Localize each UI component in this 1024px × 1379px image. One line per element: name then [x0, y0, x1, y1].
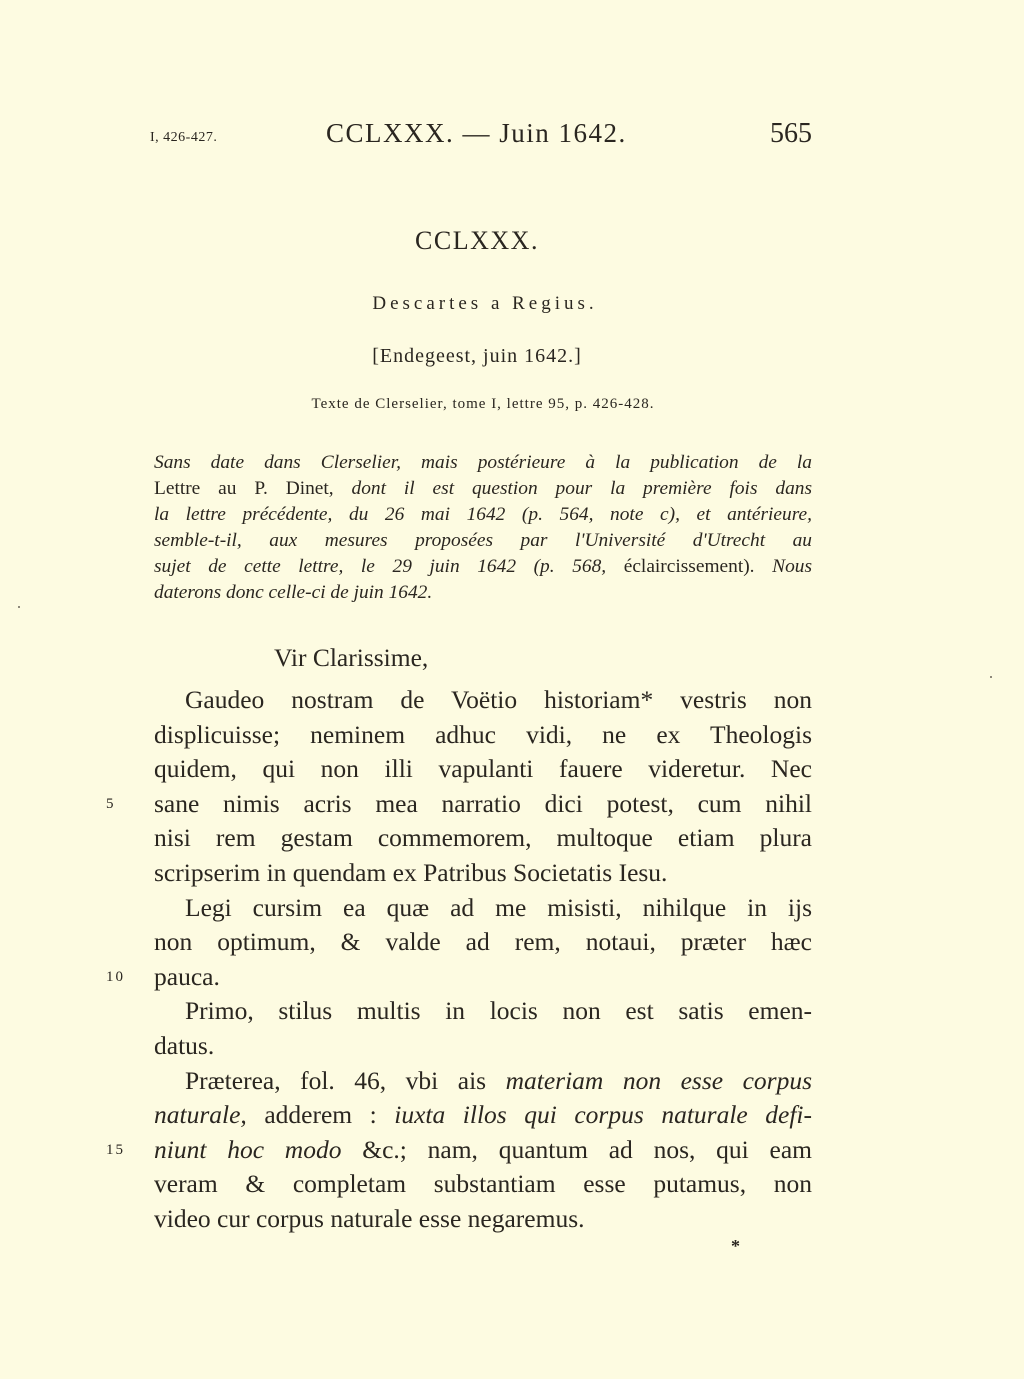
- text-line: [185, 891, 812, 926]
- text-run: pauca.: [154, 961, 220, 991]
- line-number: 15: [106, 1141, 125, 1158]
- text-run: video cur corpus naturale esse negaremus.: [154, 1204, 585, 1233]
- italic-run: dont il est question pour la première fois dans: [333, 478, 813, 499]
- text-run: Legi cursim ea quæ ad me misisti, nihilque in ijs: [185, 892, 812, 922]
- text-run: scripserim in quendam ex Patribus Societatis Iesu.: [154, 858, 668, 887]
- italic-run: la lettre précédente, du 26 mai 1642 (p. 564, note c), et antérieure,: [154, 504, 812, 525]
- text-line: [154, 752, 812, 787]
- letter-parties: Descartes a Regius.: [372, 293, 598, 314]
- paper-speck: [18, 606, 20, 608]
- text-run: sane nimis acris mea narratio dici potest, cum nihil: [154, 788, 812, 818]
- text-run: Lettre au P. Dinet,: [154, 478, 334, 499]
- italic-run: materiam non esse corpus: [505, 1065, 813, 1095]
- italic-run: semble-t-il, aux mesures proposées par l'Université d'Utrecht au: [154, 530, 812, 551]
- footnote-marker: *: [731, 1236, 740, 1256]
- text-line: [154, 1133, 812, 1168]
- letter-number: CCLXXX.: [415, 226, 539, 255]
- text-line: [154, 960, 812, 995]
- italic-run: daterons donc celle-ci de juin 1642.: [154, 582, 433, 603]
- text-line: [185, 1064, 812, 1099]
- note-line: [154, 528, 812, 554]
- text-run: nisi rem gestam commemorem, multoque etiam plura: [154, 823, 812, 853]
- text-run: non optimum, & valde ad rem, notaui, præter hæc: [154, 927, 812, 957]
- letter-source: Texte de Clerselier, tome I, lettre 95, p. 426-428.: [311, 396, 655, 412]
- text-line: [154, 821, 812, 856]
- note-line: [154, 554, 812, 580]
- line-number: 5: [106, 795, 116, 812]
- text-run: adderem :: [246, 1100, 395, 1130]
- note-line: [154, 502, 812, 528]
- text-line: [154, 1029, 812, 1064]
- text-line: [154, 1167, 812, 1202]
- note-line: [154, 580, 812, 606]
- text-line: [154, 856, 812, 891]
- editorial-note: [154, 450, 812, 606]
- salutation: Vir Clarissime,: [274, 643, 429, 672]
- text-run: datus.: [154, 1031, 215, 1060]
- paper-speck: [990, 676, 992, 678]
- text-run: quidem, qui non illi vapulanti fauere videretur. Nec: [154, 754, 812, 784]
- text-run: éclaircissement).: [606, 556, 755, 577]
- italic-run: iuxta illos qui corpus naturale defi-: [394, 1100, 812, 1130]
- text-line: [154, 787, 812, 822]
- note-line: [154, 476, 812, 502]
- header-title: CCLXXX. — Juin 1642.: [326, 118, 627, 148]
- header-reference: I, 426-427.: [150, 130, 218, 145]
- text-line: [154, 1202, 812, 1237]
- letter-place-date: [Endegeest, juin 1642.]: [372, 345, 582, 367]
- text-line: [185, 683, 812, 718]
- italic-run: Nous: [754, 556, 813, 577]
- page-number: 565: [770, 118, 812, 149]
- italic-run: sujet de cette lettre, le 29 juin 1642 (p. 568,: [154, 556, 607, 577]
- text-line: [154, 1098, 812, 1133]
- text-line: [154, 718, 812, 753]
- text-line: [154, 925, 812, 960]
- italic-run: Sans date dans Clerselier, mais postérieure à la publication de la: [154, 452, 812, 473]
- text-line: [185, 994, 812, 1029]
- text-run: Gaudeo nostram de Voëtio historiam* vestris non: [185, 685, 812, 714]
- text-run: &c.; nam, quantum ad nos, qui eam: [341, 1134, 812, 1164]
- running-header: [150, 118, 812, 158]
- italic-run: niunt hoc modo: [154, 1134, 342, 1164]
- italic-run: naturale,: [154, 1100, 247, 1130]
- text-run: Primo, stilus multis in locis non est satis emen-: [185, 996, 812, 1026]
- text-run: veram & completam substantiam esse putamus, non: [154, 1169, 812, 1199]
- text-run: displicuisse; neminem adhuc vidi, ne ex Theologis: [154, 719, 812, 749]
- line-number: 10: [106, 968, 125, 985]
- note-line: [154, 450, 812, 476]
- text-run: Præterea, fol. 46, vbi ais: [185, 1065, 506, 1095]
